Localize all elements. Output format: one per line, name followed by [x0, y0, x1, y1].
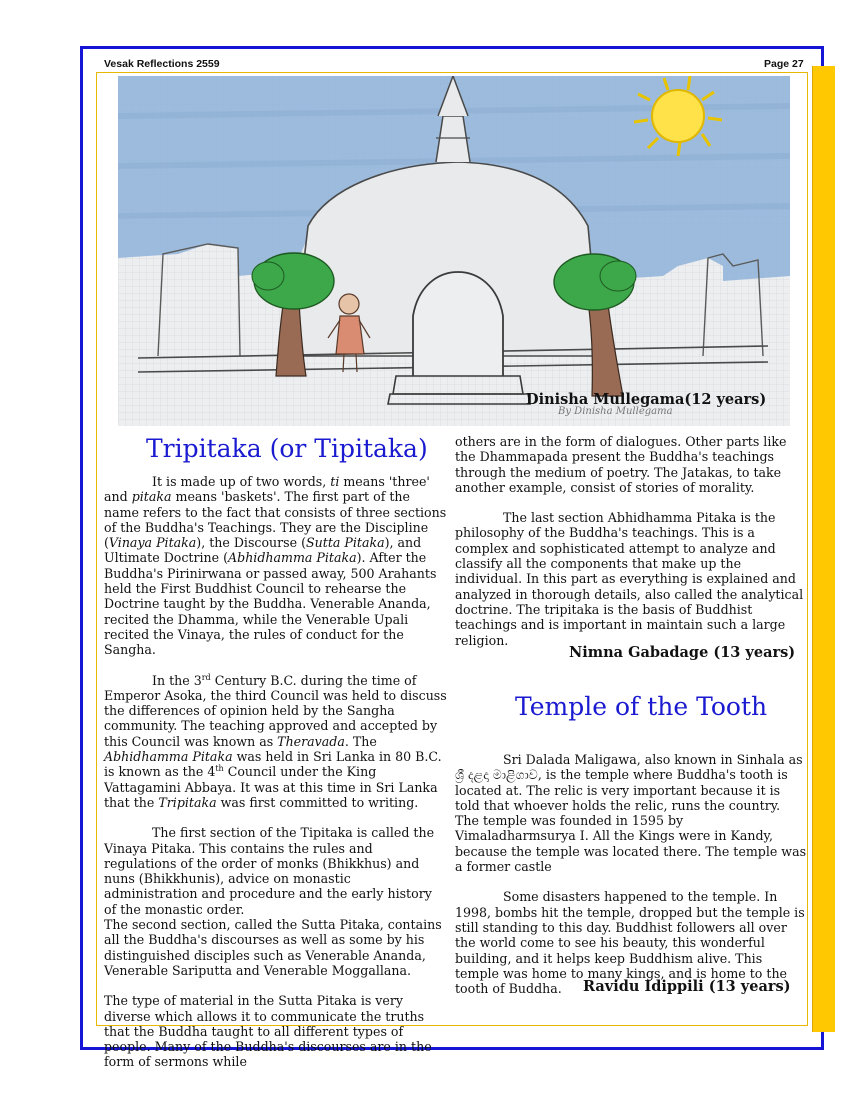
- column-right: [455, 434, 807, 648]
- paragraph: The last section Abhidhamma Pitaka is the philosophy of the Buddha's teachings. This is a complex and sophisticated attempt to analyze and classify all the components that make up the individual. In this part as everything is explained and analyzed in thorough details, also called the analytical doctrine. The tripitaka is the basis of Buddhist teachings and is important in maintain such a large religion.: [455, 510, 804, 648]
- paragraph: It is made up of two words, ti means 'three' and pitaka means 'baskets'. The first part of the name refers to the fact that consists of three sections of the Buddha's Teachings. They are the Discipline (Vinaya Pitaka), the Discourse (Sutta Pitaka), and Ultimate Doctrine (Abhidhamma Pitaka). After the Buddha's Pirinirwana or passed away, 500 Arahants held the First Buddhist Council to rehearse the Doctrine taught by the Buddha. Venerable Ananda, recited the Dhamma, while the Venerable Upali recited the Vinaya, the rules of conduct for the Sangha.: [104, 474, 447, 658]
- author-byline: Nimna Gabadage (13 years): [569, 644, 796, 661]
- signature: By Dinisha Mullegama: [558, 406, 673, 417]
- paragraph: others are in the form of dialogues. Other parts like the Dhammapada present the Buddha's teachings through the medium of poetry. The Jatakas, to take another example, consist of stories of morality.: [455, 434, 787, 495]
- magazine-title: Vesak Reflections 2559: [104, 58, 220, 70]
- paragraph: The type of material in the Sutta Pitaka is very diverse which allows it to communicate the truths that the Buddha taught to all different types of people. Many of the Buddha's discourses are in the form of sermons while: [104, 993, 432, 1070]
- page-number: Page 27: [764, 58, 804, 70]
- paragraph: In the 3rd Century B.C. during the time of Emperor Asoka, the third Council was held to discuss the differences of opinion held by the Sangha community. The teaching approved and accepted by this Council was known as Theravada. The Abhidhamma Pitaka was held in Sri Lanka in 80 B.C. is known as the 4th Council under the King Vattagamini Abbaya. It was at this time in Sri Lanka that the Tripitaka was first committed to writing.: [104, 672, 447, 810]
- illustration: [118, 76, 790, 426]
- paragraph: The first section of the Tipitaka is called the Vinaya Pitaka. This contains the rules and regulations of the order of monks (Bhikkhus) and nuns (Bhikkhunis), advice on monastic administration and procedure and the early history of the monastic order.: [104, 825, 435, 917]
- arch: [413, 272, 503, 376]
- side-gold-bar: [812, 66, 835, 1032]
- paragraph: The second section, called the Sutta Pitaka, contains all the Buddha's discourses as well as some by his distinguished disciples such as Venerable Ananda, Venerable Sariputta and Venerable Moggallana.: [104, 917, 442, 978]
- column-right-temple: [455, 752, 807, 996]
- author-byline: Ravidu Idippili (13 years): [583, 978, 791, 995]
- paragraph: Some disasters happened to the temple. In 1998, bombs hit the temple, dropped but the temple is still standing to this day. Buddhist followers all over the world come to see his beauty, this wonderful building, and it helps keep Buddhism alive. This temple was home to many kings, and is home to the tooth of Buddha.: [455, 889, 805, 997]
- column-left: [104, 474, 448, 1070]
- article-title-tripitaka: Tripitaka (or Tipitaka): [146, 434, 428, 463]
- article-title-temple: Temple of the Tooth: [515, 692, 768, 721]
- artist-credit: Dinisha Mullegama(12 years): [526, 391, 767, 408]
- paragraph: Sri Dalada Maligawa, also known in Sinhala as ශ්‍රී දළදා මාළිගාව, is the temple where Buddha's tooth is located at. The relic is very important because it is told that whoever holds the relic, runs the country. The temple was founded in 1595 by Vimaladharmsurya I. All the Kings were in Kandy, because the temple was located there. The temple was a former castle: [455, 752, 807, 875]
